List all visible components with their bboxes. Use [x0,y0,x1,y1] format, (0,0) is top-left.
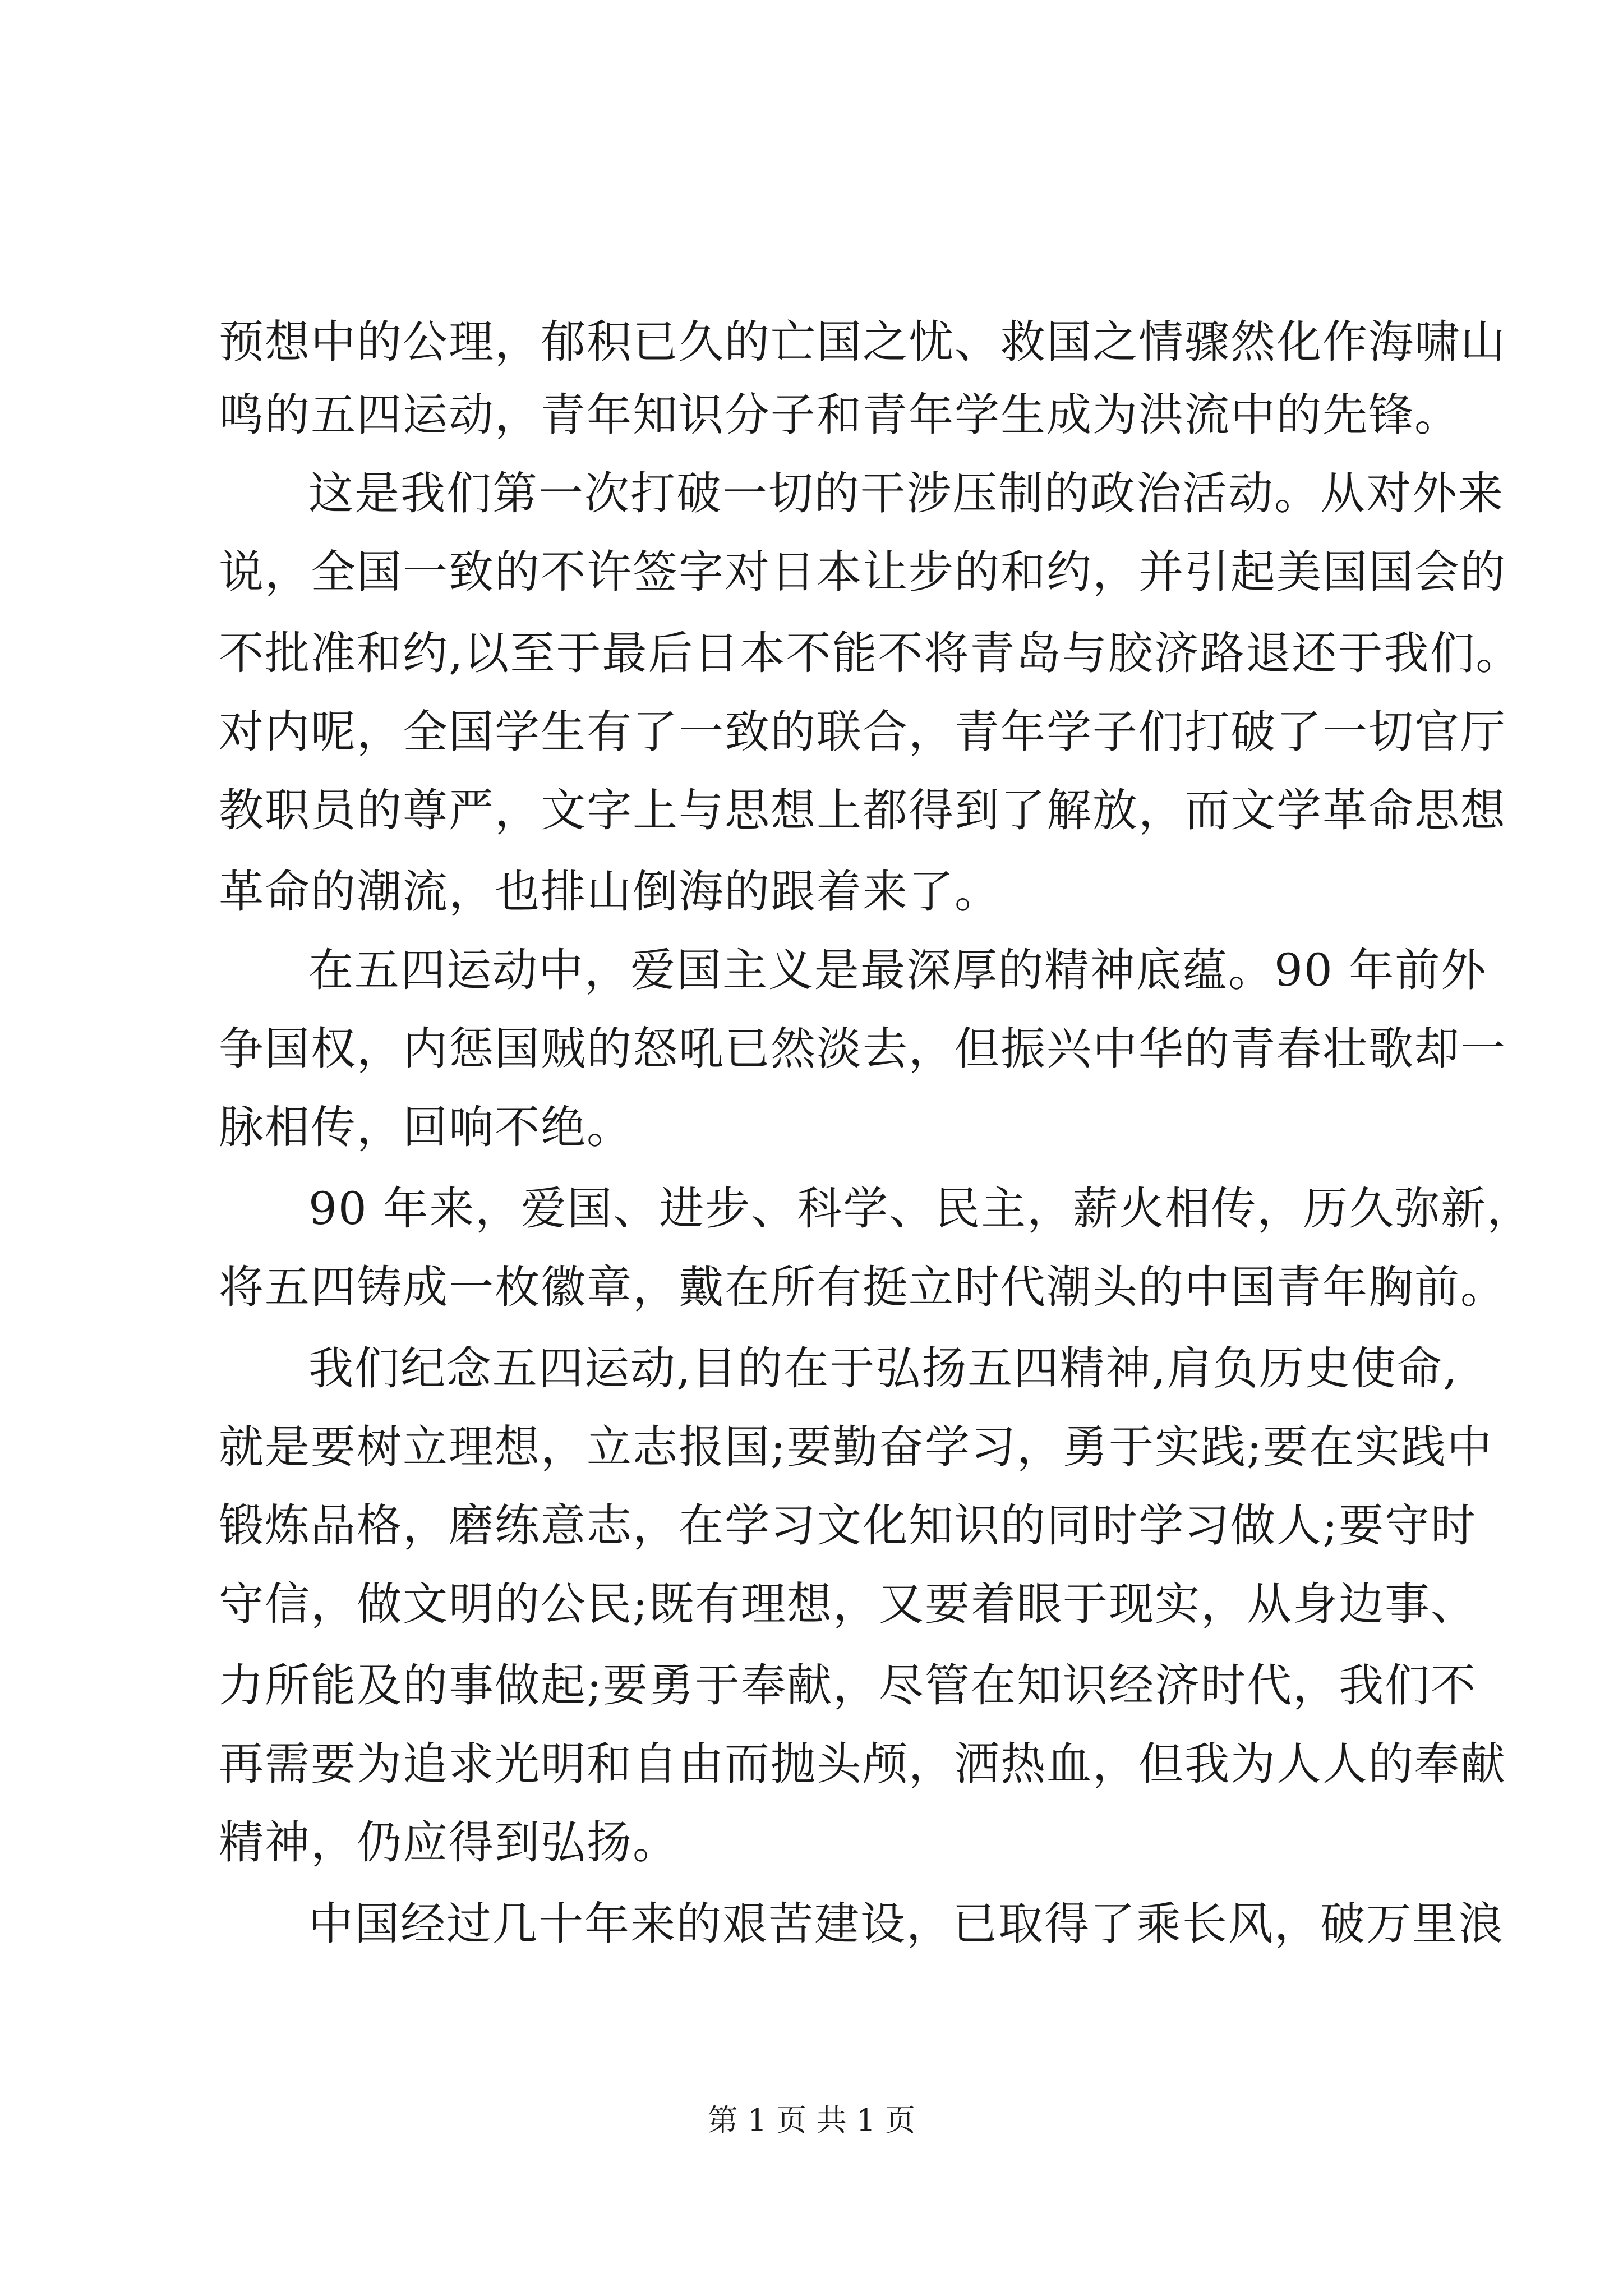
text-line-11: 脉相传，回响不绝。 [219,1101,633,1153]
text-line-5: 不批准和约,以至于最后日本不能不将青岛与胶济路退还于我们。 [219,627,1522,679]
text-line-12: 90 年来，爱国、进步、科学、民主，薪火相传，历久弥新， [308,1182,1533,1235]
text-line-7: 教职员的尊严，文字上与思想上都得到了解放，而文学革命思想 [219,784,1506,836]
text-line-8: 革命的潮流，也排山倒海的跟着来了。 [219,866,1000,918]
text-line-15: 就是要树立理想，立志报国;要勤奋学习，勇于实践;要在实践中 [219,1421,1493,1473]
page-number-footer: 第 1 页 共 1 页 [707,2102,916,2138]
text-line-6: 对内呢，全国学生有了一致的联合，青年学子们打破了一切官厅 [219,706,1506,758]
text-line-2: 鸣的五四运动，青年知识分子和青年学生成为洪流中的先锋。 [219,389,1460,441]
text-line-9: 在五四运动中，爱国主义是最深厚的精神底蕴。90 年前外 [308,944,1487,996]
text-line-17: 守信，做文明的公民;既有理想，又要着眼于现实，从身边事、 [219,1578,1477,1630]
text-line-16: 锻炼品格，磨练意志，在学习文化知识的同时学习做人;要守时 [219,1499,1477,1552]
text-line-13: 将五四铸成一枚徽章，戴在所有挺立时代潮头的中国青年胸前。 [219,1261,1506,1313]
text-line-19: 再需要为追求光明和自由而抛头颅，洒热血，但我为人人的奉献 [219,1738,1506,1790]
text-line-1: 预想中的公理，郁积已久的亡国之忧、救国之情骤然化作海啸山 [219,316,1506,368]
text-line-21: 中国经过几十年来的艰苦建设，已取得了乘长风，破万里浪 [308,1898,1504,1950]
text-line-20: 精神，仍应得到弘扬。 [219,1816,679,1869]
text-line-10: 争国权，内惩国贼的怒吼已然淡去，但振兴中华的青春壮歌却一 [219,1023,1506,1075]
text-line-18: 力所能及的事做起;要勇于奉献，尽管在知识经济时代，我们不 [219,1659,1477,1711]
text-line-4: 说，全国一致的不许签字对日本让步的和约，并引起美国国会的 [219,546,1506,598]
text-line-14: 我们纪念五四运动,目的在于弘扬五四精神,肩负历史使命, [308,1342,1459,1395]
text-line-3: 这是我们第一次打破一切的干涉压制的政治活动。从对外来 [308,467,1504,519]
